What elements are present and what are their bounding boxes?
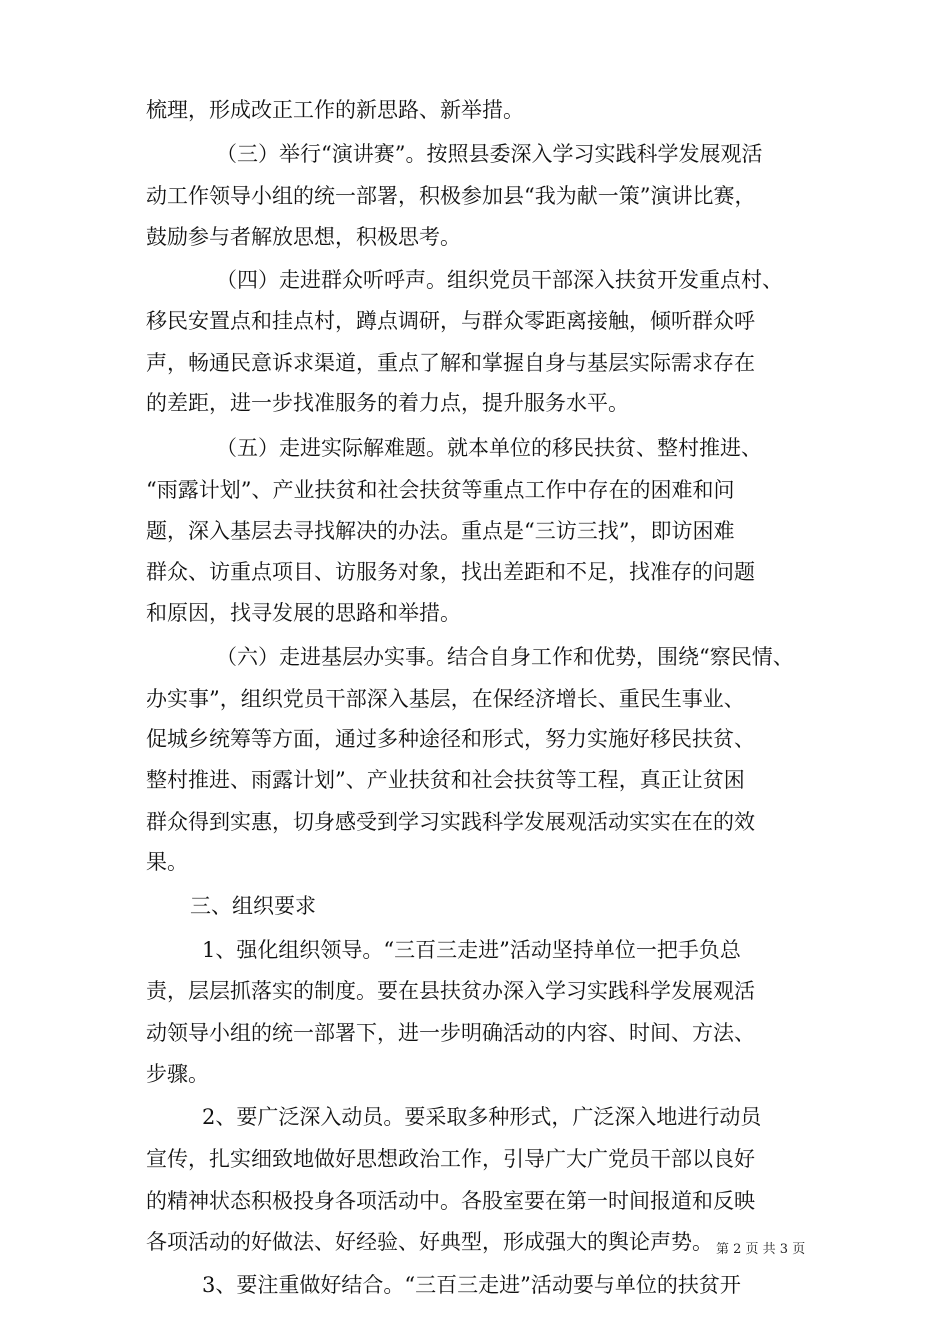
paragraph-line: 办实事”，组织党员干部深入基层，在保经济增长、重民生事业、 bbox=[146, 687, 745, 711]
paragraph-line: 声，畅通民意诉求渠道，重点了解和掌握自身与基层实际需求存在 bbox=[146, 351, 755, 375]
paragraph-line: 群众、访重点项目、访服务对象，找出差距和不足，找准存的问题 bbox=[146, 560, 755, 584]
page-number: 第 2 页 共 3 页 bbox=[716, 1242, 806, 1257]
paragraph-line: 步骤。 bbox=[146, 1062, 209, 1086]
paragraph-line: （四）走进群众听呼声。组织党员干部深入扶贫开发重点村、 bbox=[216, 268, 783, 292]
paragraph-line: 移民安置点和挂点村，蹲点调研，与群众零距离接触，倾听群众呼 bbox=[146, 309, 755, 333]
paragraph-line: 的差距，进一步找准服务的着力点，提升服务水平。 bbox=[146, 391, 629, 415]
paragraph-line: 宣传，扎实细致地做好思想政治工作，引导广大广党员干部以良好 bbox=[146, 1147, 755, 1171]
paragraph-line: 3、要注重做好结合。“三百三走进”活动要与单位的扶贫开 bbox=[202, 1273, 741, 1297]
paragraph-line: 动工作领导小组的统一部署，积极参加县“我为献一策”演讲比赛， bbox=[146, 184, 756, 208]
paragraph-line: 促城乡统筹等方面，通过多种途径和形式，努力实施好移民扶贫、 bbox=[146, 727, 755, 751]
paragraph-line: 和原因，找寻发展的思路和举措。 bbox=[146, 601, 461, 625]
paragraph-line: 各项活动的好做法、好经验、好典型，形成强大的舆论声势。 bbox=[146, 1230, 713, 1254]
paragraph-line: 动领导小组的统一部署下，进一步明确活动的内容、时间、方法、 bbox=[146, 1021, 755, 1045]
paragraph-line: 梳理，形成改正工作的新思路、新举措。 bbox=[146, 98, 524, 122]
paragraph-line: （五）走进实际解难题。就本单位的移民扶贫、整村推进、 bbox=[216, 436, 762, 460]
paragraph-line: （三）举行“演讲赛”。按照县委深入学习实践科学发展观活 bbox=[216, 142, 763, 166]
paragraph-line: 的精神状态积极投身各项活动中。各股室要在第一时间报道和反映 bbox=[146, 1189, 755, 1213]
paragraph-line: 2、要广泛深入动员。要采取多种形式，广泛深入地进行动员 bbox=[202, 1105, 762, 1129]
paragraph-line: 整村推进、雨露计划”、产业扶贫和社会扶贫等工程，真正让贫困 bbox=[146, 768, 745, 792]
paragraph-line: 果。 bbox=[146, 850, 188, 874]
paragraph-line: “雨露计划”、产业扶贫和社会扶贫等重点工作中存在的困难和问 bbox=[146, 478, 735, 502]
paragraph-line: 三、组织要求 bbox=[190, 894, 316, 918]
paragraph-line: 题，深入基层去寻找解决的办法。重点是“三访三找”，即访困难 bbox=[146, 519, 735, 543]
paragraph-line: 群众得到实惠，切身感受到学习实践科学发展观活动实实在在的效 bbox=[146, 810, 755, 834]
paragraph-line: 鼓励参与者解放思想，积极思考。 bbox=[146, 225, 461, 249]
paragraph-line: 1、强化组织领导。“三百三走进”活动坚持单位一把手负总 bbox=[202, 938, 741, 962]
paragraph-line: 责，层层抓落实的制度。要在县扶贫办深入学习实践科学发展观活 bbox=[146, 979, 755, 1003]
paragraph-line: （六）走进基层办实事。结合自身工作和优势，围绕“察民情、 bbox=[216, 645, 794, 669]
